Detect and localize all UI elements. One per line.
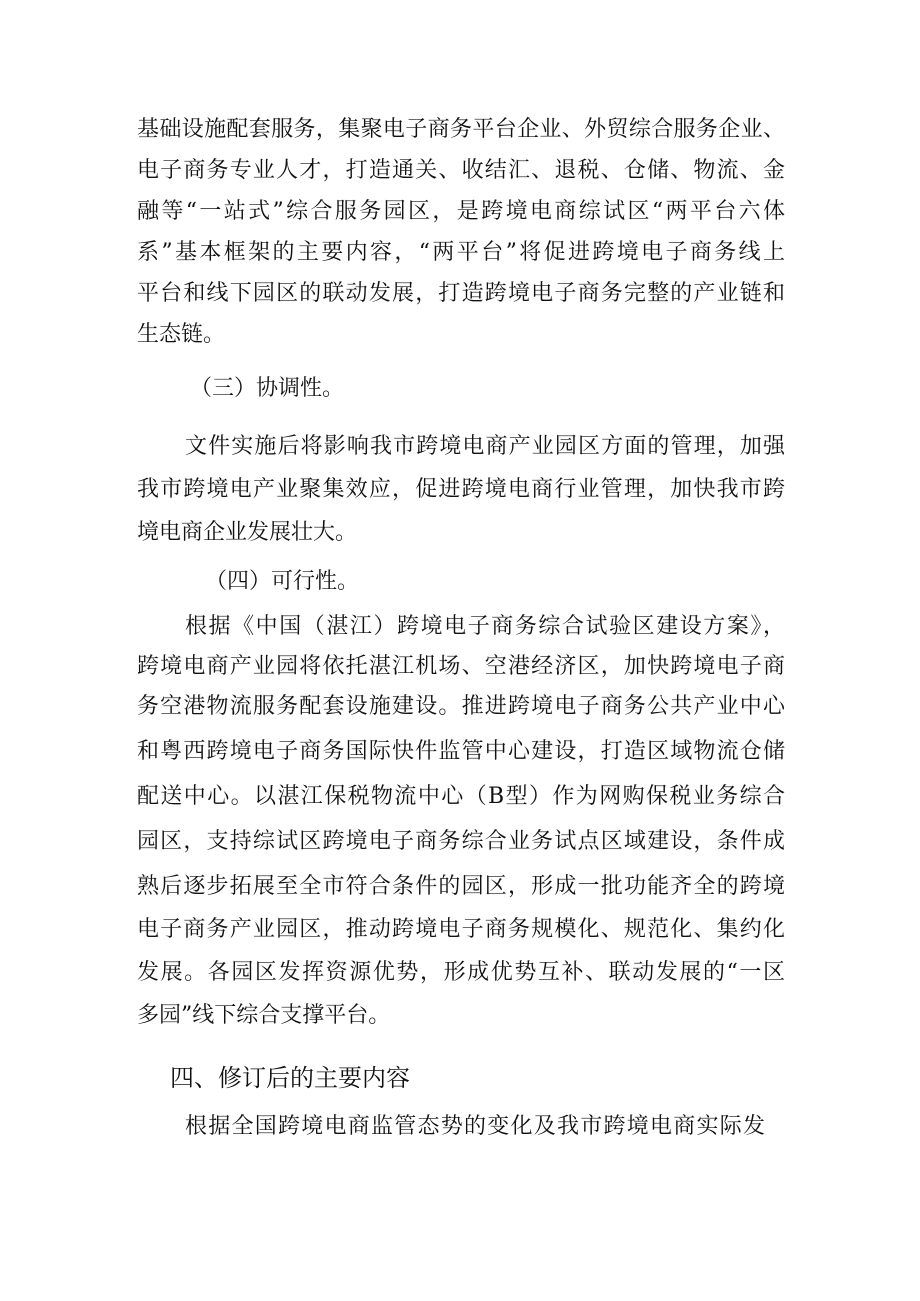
paragraph-line: 多园”线下综合支撑平台。 [137, 1003, 391, 1028]
section-heading-main-content: 四、修订后的主要内容 [170, 1064, 410, 1092]
section-title-feasibility: （四）可行性。 [205, 569, 360, 594]
paragraph-line: 务空港物流服务配套设施建设。推进跨境电子商务公共产业中心 [137, 694, 785, 719]
paragraph-line: 系”基本框架的主要内容，“两平台”将促进跨境电子商务线上 [137, 240, 785, 265]
paragraph-line: 电子商务专业人才，打造通关、收结汇、退税、仓储、物流、金 [137, 158, 785, 183]
paragraph-line: 园区，支持综试区跨境电子商务综合业务试点区域建设，条件成 [137, 829, 785, 854]
paragraph-line: 平台和线下园区的联动发展，打造跨境电子商务完整的产业链和 [137, 281, 785, 306]
paragraph-line: 融等“一站式”综合服务园区，是跨境电商综试区“两平台六体 [137, 199, 785, 224]
paragraph-line: 和粤西跨境电子商务国际快件监管中心建设，打造区域物流仓储 [137, 739, 785, 764]
paragraph-line: 根据《中国（湛江）跨境电子商务综合试验区建设方案》， [185, 614, 785, 639]
section-title-coordination: （三）协调性。 [190, 376, 345, 401]
paragraph-line: 熟后逐步拓展至全市符合条件的园区，形成一批功能齐全的跨境 [137, 874, 785, 899]
paragraph-line: 跨境电商产业园将依托湛江机场、空港经济区，加快跨境电子商 [137, 654, 785, 679]
paragraph-line: 根据全国跨境电商监管态势的变化及我市跨境电商实际发 [185, 1114, 765, 1139]
paragraph-line: 发展。各园区发挥资源优势，形成优势互补、联动发展的“一区 [137, 960, 785, 985]
paragraph-line: 配送中心。以湛江保税物流中心（B型）作为网购保税业务综合 [137, 784, 785, 809]
paragraph-line: 我市跨境电产业聚集效应，促进跨境电商行业管理，加快我市跨 [137, 477, 785, 502]
paragraph-line: 境电商企业发展壮大。 [137, 520, 358, 545]
paragraph-line: 文件实施后将影响我市跨境电商产业园区方面的管理，加强 [185, 434, 785, 459]
paragraph-line: 电子商务产业园区，推动跨境电子商务规模化、规范化、集约化 [137, 917, 785, 942]
paragraph-line: 生态链。 [137, 322, 226, 347]
paragraph-line: 基础设施配套服务，集聚电子商务平台企业、外贸综合服务企业、 [137, 117, 785, 142]
